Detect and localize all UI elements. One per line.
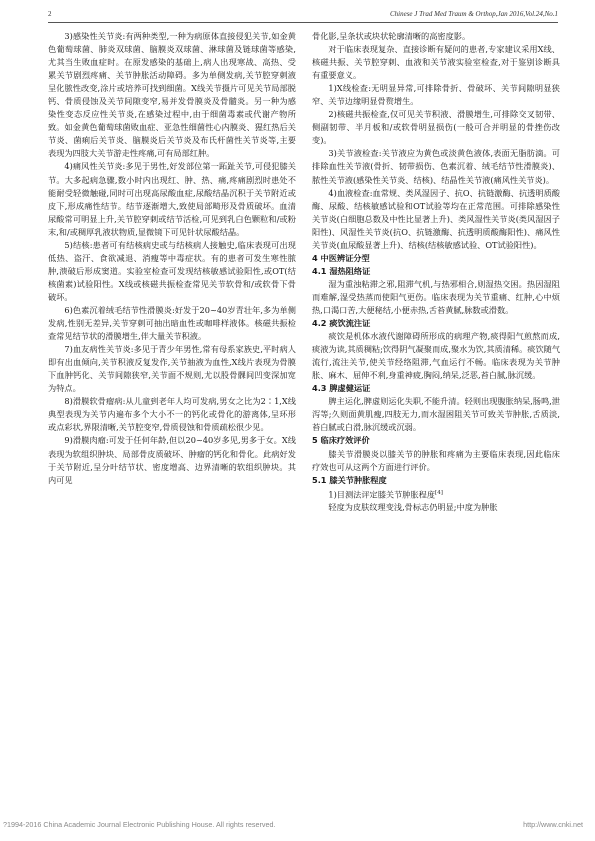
citation-ref: [4] xyxy=(435,489,443,496)
paragraph-5-1-1 xyxy=(312,487,560,502)
section-heading-4-1: 4.1 湿热阻络证 xyxy=(312,265,371,276)
page-footer xyxy=(0,820,595,834)
paragraph-4-3: 脾主运化,脾虚则运化失职,不能升清。轻则出现腹胀纳呆,肠鸣,泄泻等;久则面黄肌瘦,四肢无力,而水湿困阻关节可致关节肿胀,舌质淡,苔白腻或白滑,脉沉缓或沉弱。 xyxy=(312,396,560,433)
copyright-notice: ?1994-2016 China Academic Journal Electronic Publishing House. All rights reserved. xyxy=(3,820,276,829)
section-heading-4-3: 4.3 脾虚健运证 xyxy=(312,383,371,394)
paragraph-tuberculosis: 5)结核:患者可有结核病史或与结核病人接触史,临床表现可出现低热、盗汗、食欲减退、消瘦等中毒症状。有的患者可发生寒性脓肿,溃破后形成窦道。实验室检查可发现结核敏感试验阳性,或OT(结核菌素)试验阳性。X线或核磁共振检查常见关节软骨和/或软骨下骨破坏。 xyxy=(48,239,296,302)
footer-url: http://www.cnki.net xyxy=(523,820,583,829)
paragraph-synovial-chondromatosis: 8)滑膜软骨瘤病:从儿童到老年人均可发病,男女之比为2∶1,X线典型表现为关节内遍布多个大小不一的钙化或骨化的游离体,呈环形或点彩状,界限清晰,关节腔变窄,骨质侵蚀和骨质疏松很少见。 xyxy=(48,396,296,433)
right-column xyxy=(312,30,560,815)
paragraph-exam-intro: 对于临床表现复杂、直接诊断有疑问的患者,专家建议采用X线、核磁共振、关节腔穿刺、血液和关节液实验室检查,对于鉴别诊断具有重要意义。 xyxy=(312,44,560,81)
paragraph-pvns: 6)色素沉着绒毛结节性滑膜炎:好发于20~40岁青壮年,多为单侧发病,性别无差异,关节穿刺可抽出暗血性或咖啡样液体。核磁共振检查常见结节状的滑膜增生,伴大量关节积液。 xyxy=(48,304,296,342)
paragraph-4-1: 湿为重浊粘滞之邪,阻滞气机,与热邪相合,则湿热交困。热因湿阻而难解,湿受热蒸而使阳气更伤。临床表现为关节重痛、红肿,心中烦热,口渴口苦,大便秘结,小便赤热,舌苔黄腻,脉数或滑数。 xyxy=(312,278,560,315)
paragraph-infectious-arthritis: 3)感染性关节炎:有两种类型,一种为病原体直接侵犯关节,如金黄色葡萄球菌、肺炎双球菌、脑膜炎双球菌、淋球菌及链球菌等感染,尤其当生败血症时。在原发感染的基础上,病人出现寒战、高热、受累关节剧烈疼痛、关节肿胀活动障碍。多为单侧发病,关节腔穿刺液呈化脓性改变,涂片或培养可找到细菌。X线关节摄片可见关节局部脱钙、骨质侵蚀及关节间隙变窄,易并发骨膜炎及骨髓炎。另一种为感染性变态反应性关节炎,在感染过程中,由于细菌毒素或代谢产物所致。如金黄色葡萄球菌败血症、亚急性细菌性心内膜炎、猩红热后关节炎、菌痢后关节炎、脑膜炎后关节炎及布氏杆菌性关节炎等,主要表现为四肢大关节游走性疼痛,可有局部红肿。 xyxy=(48,31,296,159)
paragraph-5-1-1-text: 1)目测法评定膝关节肿胀程度 xyxy=(328,489,436,500)
paragraph-synovial-sarcoma: 9)滑膜肉瘤:可发于任何年龄,但以20~40岁多见,男多于女。X线表现为软组织肿块、局部骨皮质破坏、肿瘤的钙化和骨化。此病好发于关节附近,呈分叶结节状、密度增高、边界清晰的软组织肿块。其内可见 xyxy=(48,435,296,485)
paragraph-gouty-arthritis: 4)痛风性关节炎:多见于男性,好发部位第一跖趾关节,可侵犯膝关节。大多起病急骤,数小时内出现红、肿、热、痛,疼痛剧烈时患处不能耐受轻微触碰,同时可出现高尿酸血症,尿酸结晶沉积于关节附近或皮下,形成痛性结节。结节逐渐增大,致使局部畸形及骨质破坏。血清尿酸常可明显上升,关节腔穿刺或结节活检,可见到乳白色颗粒和/或粉末,和/或稠厚乳液状物质,显微镜下可见针状尿酸结晶。 xyxy=(48,161,296,237)
page-number: 2 xyxy=(48,10,52,18)
journal-citation: Chinese J Trad Med Traum & Orthop,Jan 2016,Vol.24,No.1 xyxy=(389,10,558,18)
section-heading-4-2: 4.2 痰饮流注证 xyxy=(312,318,371,329)
paragraph-4-2: 痰饮是机体水液代谢障碍所形成的病理产物,痰得阳气煎熬而成,痰液为读,其质稠粘;饮得阴气凝聚而成,聚水为饮,其质清稀。痰饮随气流行,流注关节,使关节经络阻滞,气血运行不畅。临床表现为关节肿胀、麻木、屈伸不利,身重神疲,胸闷,纳呆,泛恶,苔白腻,脉沉缓。 xyxy=(312,331,560,381)
section-heading-5: 5 临床疗效评价 xyxy=(312,435,370,446)
paragraph-xray-exam: 1)X线检查:无明显异常,可排除骨折、骨破坏、关节间隙明显狭窄、关节边缘明显骨赘增生。 xyxy=(312,83,560,107)
section-heading-5-1: 5.1 膝关节肿胀程度 xyxy=(312,474,387,485)
paragraph-continuation: 骨化影,呈条状或块状轮廓清晰的高密度影。 xyxy=(312,31,471,41)
paragraph-blood-exam: 4)血液检查:血常规、类风湿因子、抗O、抗链激酶、抗透明质酸酶、尿酸、结核敏感试验和OT试验等均在正常范围。可排除感染性关节炎(白细胞总数及中性比显著上升)、类风湿性关节炎(类风湿因子阳性)、风湿性关节炎(抗O、抗链激酶、抗透明质酸酶阳性)、痛风性关节炎(血尿酸显著上升)、结核(结核敏感试验、OT试验阳性)。 xyxy=(312,187,560,250)
paragraph-hemophilic-arthritis: 7)血友病性关节炎:多见于青少年男性,常有母系家族史,平时病人即有出血倾向,关节积液反复发作,关节抽液为血性,X线片表现为骨膜下血肿钙化、关节间隙狭窄,关节面不规则,尤以股骨髁间凹变深加宽为特点。 xyxy=(48,344,296,394)
section-heading-4: 4 中医辨证分型 xyxy=(312,252,370,263)
left-column xyxy=(48,30,296,815)
paragraph-synovial-fluid-exam: 3)关节液检查:关节液应为黄色或淡黄色液体,表面无脂肪滴。可排除血性关节液(骨折、韧带损伤、色素沉着、绒毛结节性滑膜炎)、脓性关节液(感染性关节炎、结核)、结晶性关节液(痛风性关节炎)。 xyxy=(312,148,560,185)
paragraph-5-1-2: 轻度为皮肤纹理变浅,骨标志仍明显;中度为肿胀 xyxy=(328,502,498,513)
header-rule xyxy=(48,22,558,23)
paragraph-5: 膝关节滑膜炎以膝关节的肿胀和疼痛为主要临床表现,因此临床疗效也可从这两个方面进行评价。 xyxy=(312,448,560,472)
paragraph-mri-exam: 2)核磁共振检查,仅可见关节积液、滑膜增生,可排除交叉韧带、侧副韧带、半月板和/或软骨明显损伤(一般可合并明显的骨挫伤改变)。 xyxy=(312,109,560,146)
